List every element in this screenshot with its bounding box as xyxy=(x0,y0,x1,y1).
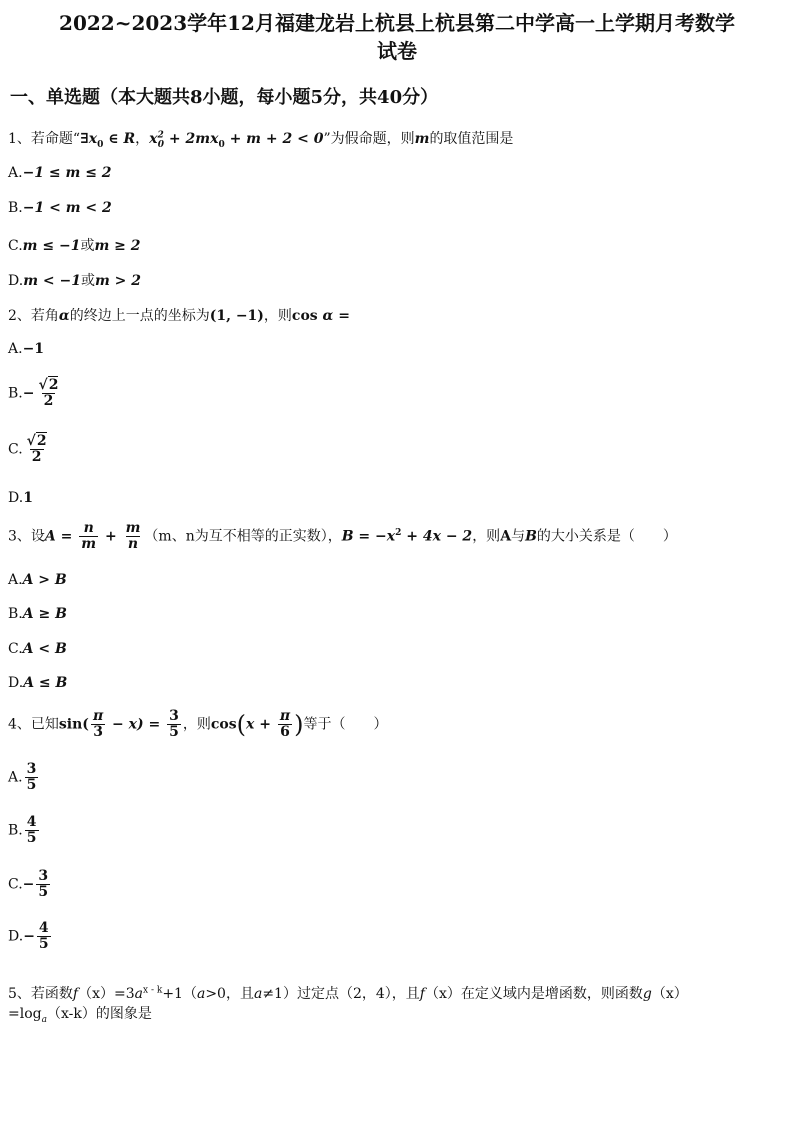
question-4: 4、已知sin( $\frac{\pi}{3}$ − x) = $\frac{3}{5}$ ，则cos(x + $\frac{\pi}{6}$ )等于（ ） xyxy=(8,708,388,740)
document-title-line1: 2022~2023学年12月福建龙岩上杭县上杭县第二中学高一上学期月考数学 xyxy=(59,11,735,35)
q1-option-c[interactable]: C.m ≤ −1或m ≥ 2 xyxy=(8,238,141,254)
q3-option-c[interactable]: C.A < B xyxy=(8,641,67,657)
q1-option-d[interactable]: D.m < −1或m > 2 xyxy=(8,273,141,289)
fraction: $\frac{√2}{2}$ xyxy=(38,377,59,409)
q4-option-c[interactable]: C.− $\frac{3}{5}$ xyxy=(8,868,49,900)
question-3: 3、设A = $\frac{n}{m}$ + $\frac{m}{n}$ （m、n为互不相等的正实数），$B = -x^2 + 4x - 2$，则A与B的大小关系是（ ） xyxy=(8,520,677,552)
q3-option-b[interactable]: B.A ≥ B xyxy=(8,606,67,622)
q1-option-b[interactable]: B.−1 < m < 2 xyxy=(8,200,112,216)
q2-option-c[interactable]: C. $\frac{√2}{2}$ xyxy=(8,433,47,465)
document-title-line2: 试卷 xyxy=(377,39,417,63)
q4-option-b[interactable]: B. $\frac{4}{5}$ xyxy=(8,814,37,846)
fraction: $\frac{√2}{2}$ xyxy=(26,433,47,465)
question-2: 2、若角α的终边上一点的坐标为(1, −1)，则cos α = xyxy=(8,308,350,324)
q3-option-a[interactable]: A.A > B xyxy=(8,572,67,588)
q4-option-d[interactable]: D.− $\frac{4}{5}$ xyxy=(8,920,49,952)
q4-option-a[interactable]: A. $\frac{3}{5}$ xyxy=(8,761,37,793)
q2-option-b[interactable]: B.− $\frac{√2}{2}$ xyxy=(8,377,59,409)
q1-option-a[interactable]: A.−1 ≤ m ≤ 2 xyxy=(8,165,112,181)
question-5-line-1: 5、若函数$f(x)=3a^{x - k}+1(a>0$，且a≠1）过定点（2，4），且f（x）在定义域内是增函数，则函数g（x） xyxy=(8,985,688,1002)
question-5-line-2: $=\log_a(x-k)$的图象是 xyxy=(8,1006,152,1025)
q2-option-d[interactable]: D.1 xyxy=(8,490,33,506)
q3-option-d[interactable]: D.A ≤ B xyxy=(8,675,68,691)
question-1: 1、若命题“$\exists x_0$ ∈ R，$x^2_0 + 2mx_0 + m + 2 < 0$”为假命题，则m的取值范围是 xyxy=(8,130,514,150)
q2-option-a[interactable]: A.−1 xyxy=(8,341,45,357)
section-heading: 一、单选题（本大题共8小题，每小题5分，共40分） xyxy=(10,87,439,108)
